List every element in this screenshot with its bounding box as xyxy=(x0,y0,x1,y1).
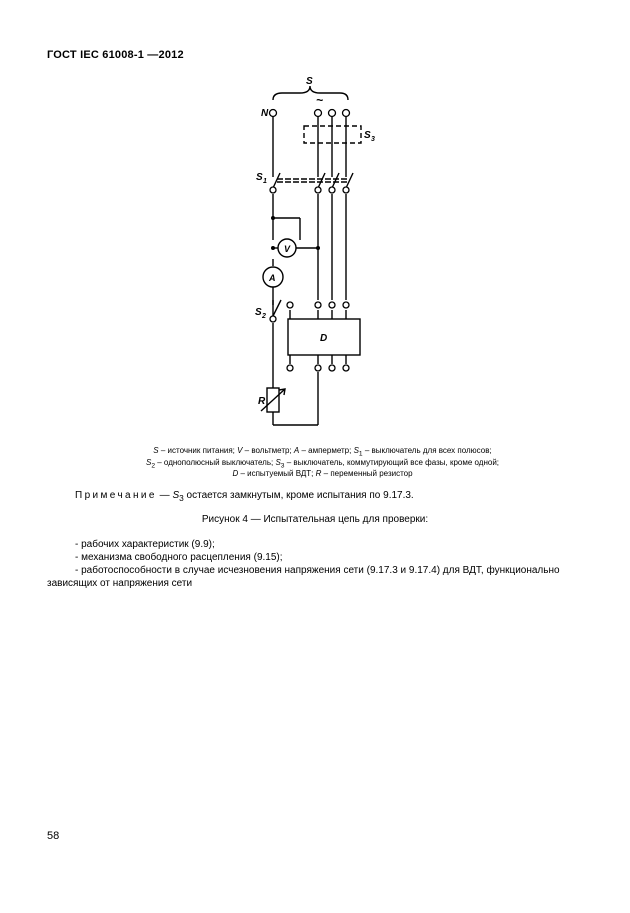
d-out-terminal-3 xyxy=(343,365,349,371)
list-item-continuation: зависящих от напряжения сети xyxy=(47,578,193,589)
d-out-terminal-1 xyxy=(315,365,321,371)
terminal-l3 xyxy=(343,110,350,117)
label-s2-sub: 2 xyxy=(262,313,266,320)
document-header: ГОСТ IEC 61008-1 —2012 xyxy=(47,49,184,61)
source-brace xyxy=(273,86,348,100)
terminal-l1 xyxy=(315,110,322,117)
s1-neutral-blade xyxy=(273,173,280,188)
list-item: - механизма свободного расцепления (9.15); xyxy=(75,552,283,563)
label-v: V xyxy=(284,244,291,254)
terminal-n xyxy=(270,110,277,117)
page-number: 58 xyxy=(47,830,60,842)
legend-line-2: $S_2$ – однополюсный выключатель; $S_3$ – выключатель, коммутирующий все фазы, кроме одной; xyxy=(145,458,500,470)
terminal-l2 xyxy=(329,110,336,117)
s1-contact-2 xyxy=(329,187,335,193)
label-s: S xyxy=(306,76,313,87)
figure-caption: Рисунок 4 — Испытательная цепь для проверки: xyxy=(201,514,429,525)
note: Примечание — $S_3$ остается замкнутым, кроме испытания по 9.17.3. xyxy=(75,490,414,503)
junction-voltmeter-top xyxy=(271,216,275,220)
legend-line-3: D – испытуемый ВДТ; R – переменный резистор xyxy=(232,469,413,478)
junction-voltmeter-phase xyxy=(316,246,320,250)
s1-contact-3 xyxy=(343,187,349,193)
s1-phase3-blade xyxy=(346,173,353,188)
label-s1-sub: 1 xyxy=(263,178,267,185)
d-in-terminal-n xyxy=(287,302,293,308)
label-a: A xyxy=(269,273,276,283)
list-item: - рабочих характеристик (9.9); xyxy=(75,539,215,550)
label-s3-sub: 3 xyxy=(371,136,375,143)
label-s2: S xyxy=(255,307,262,318)
label-d: D xyxy=(320,333,328,344)
label-r: R xyxy=(258,396,266,407)
s1-contact-n xyxy=(270,187,276,193)
s2-blade xyxy=(273,300,281,316)
s1-phase2-blade xyxy=(332,173,339,188)
label-n: N xyxy=(261,108,269,119)
label-tilde: ~ xyxy=(316,93,324,107)
junction-voltmeter-n xyxy=(271,246,275,250)
label-s1: S xyxy=(256,172,263,183)
label-s3: S xyxy=(364,130,371,141)
d-in-terminal-2 xyxy=(329,302,335,308)
d-out-terminal-2 xyxy=(329,365,335,371)
check-list xyxy=(47,538,585,590)
s2-contact xyxy=(270,316,276,322)
s1-contact-1 xyxy=(315,187,321,193)
d-out-terminal-n xyxy=(287,365,293,371)
d-in-terminal-1 xyxy=(315,302,321,308)
s1-phase1-blade xyxy=(318,173,325,188)
legend-line-1: S – источник питания; V – вольтметр; A – амперметр; $S_1$ – выключатель для всех полюсов; xyxy=(153,446,492,458)
list-item: - работоспособности в случае исчезновения напряжения сети (9.17.3 и 9.17.4) для ВДТ, функционально xyxy=(75,565,560,576)
d-in-terminal-3 xyxy=(343,302,349,308)
